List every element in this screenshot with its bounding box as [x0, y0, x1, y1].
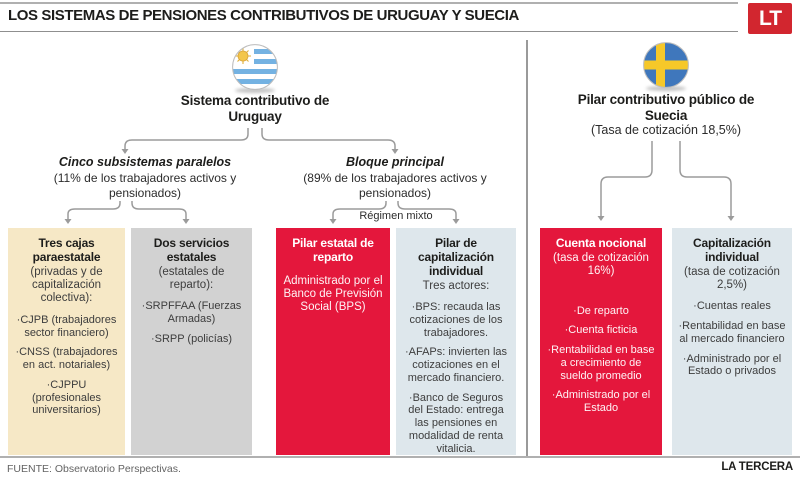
box-item: ·BPS: recauda las cotizaciones de los trabajadores. — [409, 301, 503, 339]
box-item: ·Administrado por el Estado — [551, 389, 651, 415]
box-item: ·Rentabilidad en base a crecimiento de sueldo promedio — [547, 344, 655, 382]
box-title: Tres cajas paraestatale — [32, 236, 101, 264]
box-item: ·AFAPs: invierten las cotizaciones en el mercado financiero. — [404, 346, 508, 384]
uruguay-flag-icon — [232, 44, 278, 90]
box-items — [677, 300, 787, 378]
box-items — [136, 300, 247, 345]
box-tres-cajas — [8, 228, 125, 455]
box-title: Dos servicios estatales — [153, 236, 230, 264]
box-body: Administrado por el Banco de Previsión Social (BPS) — [283, 274, 383, 314]
box-capitalizacion-individual — [672, 228, 792, 455]
branch-subtitle: (89% de los trabajadores activos y pensionados) — [303, 171, 487, 200]
box-subtitle: (estatales de reparto): — [158, 265, 225, 292]
branch-subtitle: (11% de los trabajadores activos y pensionados) — [53, 171, 237, 200]
top-divider — [0, 2, 738, 4]
box-title: Pilar de capitalización individual — [418, 236, 494, 278]
box-title: Capitalización individual — [693, 236, 771, 264]
branch-title: Bloque principal — [346, 155, 444, 169]
box-item: ·Cuenta ficticia — [564, 324, 638, 337]
suecia-subtitle: (Tasa de cotización 18,5%) — [590, 123, 742, 137]
box-title: Cuenta nocional — [555, 236, 647, 250]
box-subtitle: Tres actores: — [422, 279, 490, 292]
box-item: ·Rentabilidad en base al mercado financiero — [678, 320, 786, 345]
box-item: ·De reparto — [573, 304, 629, 317]
suecia-heading: Pilar contributivo público de Suecia — [577, 92, 755, 124]
box-subtitle: (privadas y de capitalización colectiva): — [30, 265, 103, 305]
source-credit: FUENTE: Observatorio Perspectivas. — [7, 463, 181, 475]
box-subtitle: (tasa de cotización 16%) — [553, 251, 649, 278]
brand-name: LA TERCERA — [721, 461, 793, 473]
box-item: ·CJPB (trabajadores sector financiero) — [16, 313, 117, 339]
regimen-mixto-label: Régimen mixto — [359, 210, 433, 222]
footer-divider — [0, 456, 800, 458]
box-item: ·Banco de Seguros del Estado: entrega las pensiones en modalidad de renta vitalicia. — [408, 391, 504, 455]
box-item: ·CNSS (trabajadores en act. notariales) — [15, 346, 118, 372]
box-items — [13, 314, 120, 417]
box-item: ·CJPPU (profesionales universitarios) — [31, 378, 102, 417]
box-items — [545, 305, 657, 415]
box-items — [401, 301, 511, 455]
uruguay-heading: Sistema contributivo de Uruguay — [180, 93, 330, 125]
box-subtitle: (tasa de cotización 2,5%) — [684, 265, 780, 292]
branch-bloque-principal — [298, 155, 492, 201]
box-title: Pilar estatal de reparto — [292, 236, 374, 264]
box-pilar-estatal-reparto — [276, 228, 390, 455]
branch-title: Cinco subsistemas paralelos — [58, 155, 232, 169]
box-item: ·SRPFFAA (Fuerzas Armadas) — [141, 300, 242, 326]
box-dos-servicios — [131, 228, 252, 455]
box-item: ·Administrado por el Estado o privados — [682, 352, 782, 378]
box-cuenta-nocional — [540, 228, 662, 455]
box-item: ·SRPP (policías) — [150, 332, 233, 345]
center-divider — [526, 40, 528, 456]
branch-cinco-subsistemas — [50, 155, 240, 201]
lt-logo: LT — [748, 3, 792, 34]
sweden-flag-icon — [643, 42, 689, 88]
box-pilar-capitalizacion — [396, 228, 516, 455]
box-item: ·Cuentas reales — [693, 300, 771, 313]
page-title: LOS SISTEMAS DE PENSIONES CONTRIBUTIVOS DE URUGUAY Y SUECIA — [8, 7, 519, 24]
title-divider — [0, 31, 738, 32]
